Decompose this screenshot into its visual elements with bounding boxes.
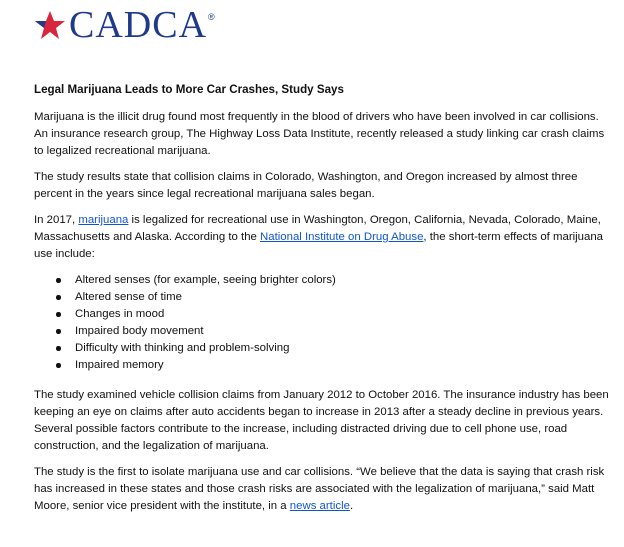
paragraph-text: is legalized for recreational use in Washington, Oregon, California, Nevada, Colorado, Maine, Massachusetts and Alaska. According to the	[34, 214, 601, 243]
news-article-link[interactable]: news article	[289, 500, 350, 512]
list-item: Altered senses (for example, seeing brighter colors)	[75, 272, 609, 289]
paragraph-text: .	[349, 500, 354, 512]
logo-wordmark: CADCA	[69, 4, 208, 46]
list-item: Changes in mood	[75, 306, 609, 323]
paragraph-claims: The study examined vehicle collision claims from January 2012 to October 2016. The insurance industry has been keeping an eye on claims after auto accidents began to increase in 2013 after a steady decline in previous years. Several possible factors contribute to the increase, including distracted driving due to cell phone use, road construction, and the legalization of marijuana.	[34, 389, 609, 452]
registered-mark: ®	[208, 12, 215, 22]
list-item: Impaired memory	[75, 357, 609, 374]
list-item: Altered sense of time	[75, 289, 609, 306]
effects-list	[34, 272, 609, 374]
paragraph-intro: Marijuana is the illicit drug found most frequently in the blood of drivers who have been involved in car collisions. An insurance research group, The Highway Loss Data Institute, recently released a study linking car crash claims to legalized recreational marijuana.	[34, 111, 605, 157]
article-title: Legal Marijuana Leads to More Car Crashes, Study Says	[34, 83, 344, 96]
list-item: Difficulty with thinking and problem-solving	[75, 340, 609, 357]
list-item: Impaired body movement	[75, 323, 609, 340]
paragraph-quote	[34, 464, 609, 515]
paragraph-text: In 2017,	[34, 214, 79, 226]
article	[34, 82, 609, 524]
star-icon	[33, 10, 67, 40]
cadca-logo	[33, 4, 215, 46]
marijuana-link[interactable]: marijuana	[78, 214, 129, 226]
paragraph-text: The study is the first to isolate marijuana use and car collisions. “We believe that the data is saying that crash risk has increased in these states and those crash risks are associated with the legalization of marijuana,” said Matt Moore, senior vice president with the institute, in a	[34, 466, 605, 512]
paragraph-text: , the short-term effects of marijuana use include:	[34, 231, 604, 260]
paragraph-legalization	[34, 212, 609, 263]
paragraph-study-results: The study results state that collision claims in Colorado, Washington, and Oregon increased by almost three percent in the years since legal recreational marijuana sales began.	[34, 171, 578, 200]
nida-link[interactable]: National Institute on Drug Abuse	[260, 231, 424, 243]
